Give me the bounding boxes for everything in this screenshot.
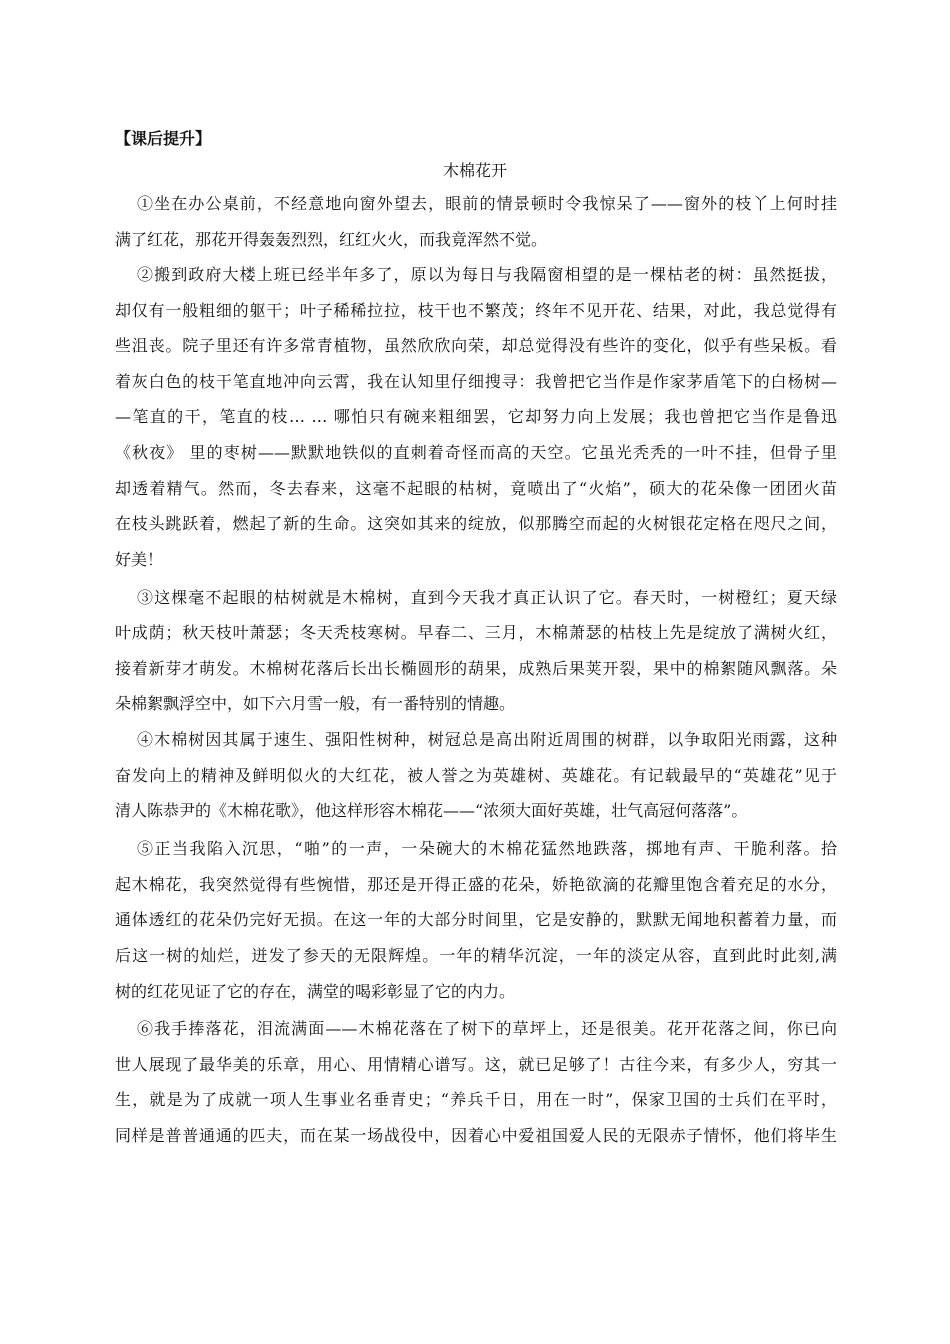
text-line: 树的红花见证了它的存在，满堂的喝彩彰显了它的内力。 xyxy=(115,982,516,1001)
text-line: 朵棉絮飘浮空中，如下六月雪一般，有一番特别的情趣。 xyxy=(115,694,516,713)
text-line: 叶成荫；秋天枝叶萧瑟；冬天秃枝寒树。早春二、三月，木棉萧瑟的枯枝上先是绽放了满树火红， xyxy=(115,623,837,642)
section-heading: 【课后提升】 xyxy=(115,129,212,148)
text-line: 起木棉花，我突然觉得有些惋惜，那还是开得正盛的花朵，娇艳欲滴的花瓣里饱含着充足的水分， xyxy=(115,875,837,894)
text-line: 却仅有一般粗细的躯干；叶子稀稀拉拉，枝干也不繁茂；终年不见开花、结果，对此，我总觉得有 xyxy=(115,301,837,320)
text-line: 世人展现了最华美的乐章，用心、用情精心谱写。这，就已足够了！古往今来，有多少人，穷其一 xyxy=(115,1055,837,1074)
text-line: ⑤正当我陷入沉思，“啪”的一声，一朵碗大的木棉花猛然地跌落，掷地有声、干脆利落。拾 xyxy=(137,839,837,858)
text-line: —笔直的干，笔直的枝… … 哪怕只有碗来粗细罢，它却努力向上发展；我也曾把它当作是鲁迅 xyxy=(115,407,837,426)
text-line: 生，就是为了成就一项人生事业名垂青史；“养兵千日，用在一时”，保家卫国的士兵们在平时， xyxy=(115,1090,837,1109)
text-line: 接着新芽才萌发。木棉树花落后长出长椭圆形的葫果，成熟后果荚开裂，果中的棉絮随风飘落。朵 xyxy=(115,659,837,678)
text-line: ④木棉树因其属于速生、强阳性树种，树冠总是高出附近周围的树群，以争取阳光雨露，这种 xyxy=(137,730,837,749)
text-line: 《秋夜》 里的枣树——默默地铁似的直刺着奇怪而高的天空。它虽光秃秃的一叶不挂，但骨子里 xyxy=(115,443,837,462)
text-line: 后这一树的灿烂，迸发了参天的无限辉煌。一年的精华沉淀，一年的淡定从容，直到此时此刻,满 xyxy=(115,946,837,965)
text-line: 奋发向上的精神及鲜明似火的大红花，被人誉之为英雄树、英雄花。有记载最早的“英雄花”见于 xyxy=(115,766,837,785)
text-line: 满了红花，那花开得轰轰烈烈，红红火火，而我竟浑然不觉。 xyxy=(115,230,548,249)
article-title: 木棉花开 xyxy=(442,161,507,180)
text-line: 些沮丧。院子里还有许多常青植物，虽然欣欣向荣，却总觉得没有些许的变化，似乎有些呆板。看 xyxy=(115,336,837,355)
text-line: 却透着精气。然而，冬去春来，这毫不起眼的枯树，竟喷出了“火焰”，硕大的花朵像一团团火苗 xyxy=(115,479,837,498)
text-line: 清人陈恭尹的《木棉花歌》，他这样形容木棉花——“浓须大面好英雄，壮气高冠何落落”。 xyxy=(115,801,748,820)
text-line: ⑥我手捧落花，泪流满面——木棉花落在了树下的草坪上，还是很美。花开花落之间，你已向 xyxy=(137,1019,837,1038)
text-line: 通体透红的花朵仍完好无损。在这一年的大部分时间里，它是安静的，默默无闻地积蓄着力量，而 xyxy=(115,910,837,929)
text-line: ③这棵毫不起眼的枯树就是木棉树，直到今天我才真正认识了它。春天时，一树橙红；夏天绿 xyxy=(137,588,837,607)
text-line: 着灰白色的枝干笔直地冲向云霄，我在认知里仔细搜寻：我曾把它当作是作家茅盾笔下的白杨树— xyxy=(115,372,837,391)
text-line: ②搬到政府大楼上班已经半年多了，原以为每日与我隔窗相望的是一棵枯老的树：虽然挺拔， xyxy=(137,265,837,284)
text-line: 在枝头跳跃着，燃起了新的生命。这突如其来的绽放，似那腾空而起的火树银花定格在咫尺之间， xyxy=(115,514,837,533)
text-line: ①坐在办公桌前，不经意地向窗外望去，眼前的情景顿时令我惊呆了——窗外的枝丫上何时挂 xyxy=(137,194,837,213)
text-line: 同样是普普通通的匹夫，而在某一场战役中，因着心中爱祖国爱人民的无限赤子情怀，他们将毕生 xyxy=(115,1126,837,1145)
text-line: 好美！ xyxy=(115,550,164,569)
